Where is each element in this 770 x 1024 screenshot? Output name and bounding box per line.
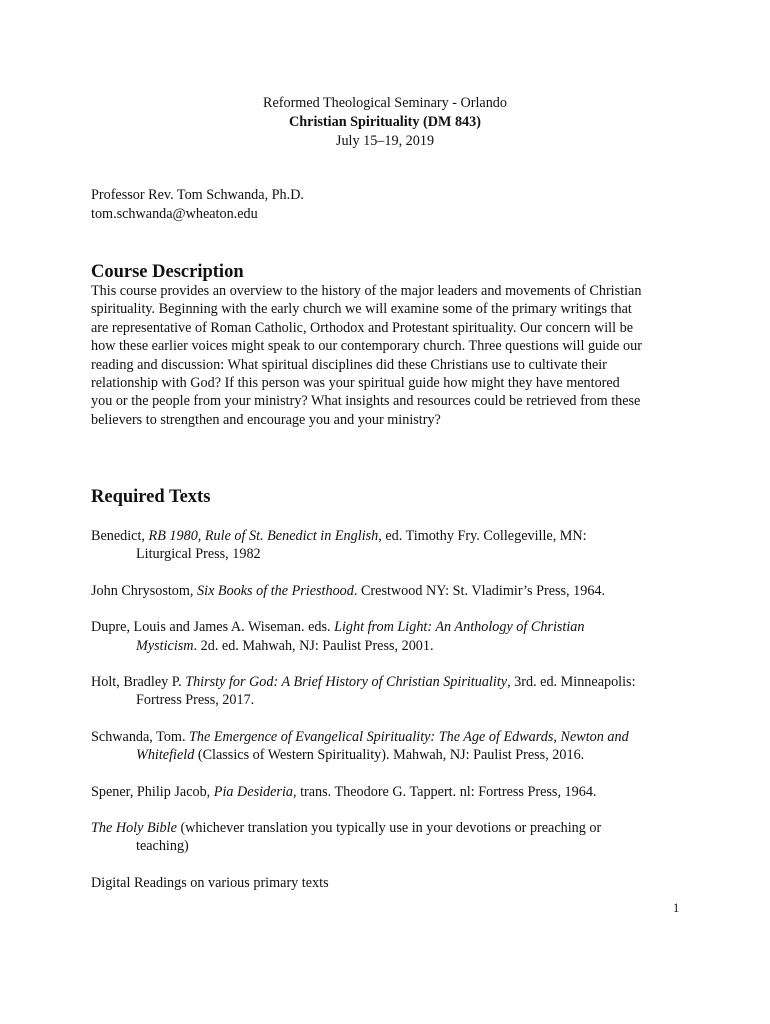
- bibliography-entry: [91, 874, 691, 892]
- entry-details: (whichever translation you typically use in your devotions or preaching or: [176, 819, 602, 836]
- entry-title: Six Books of the Priesthood: [197, 582, 354, 599]
- description-line: relationship with God? If this person was your spiritual guide how might they have mentored: [91, 375, 620, 392]
- course-description-heading: Course Description: [91, 262, 244, 282]
- entry-title-cont: Mysticism: [136, 637, 194, 654]
- institution-name: Reformed Theological Seminary - Orlando: [262, 95, 507, 111]
- entry-title: The Emergence of Evangelical Spirituality: The Age of Edwards, Newton and: [189, 728, 629, 745]
- entry-author: Holt, Bradley P.: [91, 673, 186, 690]
- entry-title: The Holy Bible: [91, 819, 177, 836]
- description-line: spirituality. Beginning with the early church we will examine some of the primary writings that: [91, 301, 632, 318]
- entry-author: Spener, Philip Jacob,: [91, 783, 214, 800]
- bibliography-entry: [91, 527, 691, 564]
- entry-details: . Crestwood NY: St. Vladimir’s Press, 1964.: [353, 582, 606, 599]
- professor-email: tom.schwanda@wheaton.edu: [91, 206, 258, 222]
- bibliography-entry: [91, 819, 691, 856]
- bibliography-entry: [91, 728, 691, 765]
- description-line: reading and discussion: What spiritual disciplines did these Christians use to cultivate their: [91, 356, 607, 373]
- entry-title: RB 1980, Rule of St. Benedict in English: [148, 528, 379, 544]
- entry-details: , 3rd. ed. Minneapolis:: [507, 673, 636, 690]
- entry-details-cont: . 2d. ed. Mahwah, NJ: Paulist Press, 2001.: [193, 637, 434, 654]
- entry-title-cont: Whitefield: [136, 747, 195, 764]
- professor-name: Professor Rev. Tom Schwanda, Ph.D.: [91, 187, 304, 203]
- description-line: believers to strengthen and encourage you and your ministry?: [91, 411, 441, 428]
- description-line: This course provides an overview to the history of the major leaders and movements of Christian: [91, 283, 642, 299]
- bibliography-entry: [91, 618, 691, 655]
- entry-author: Schwanda, Tom.: [91, 728, 190, 745]
- entry-details-cont: Fortress Press, 2017.: [136, 692, 255, 709]
- entry-author: Dupre, Louis and James A. Wiseman. eds.: [91, 619, 335, 636]
- entry-details-cont: teaching): [136, 838, 189, 855]
- entry-details-cont: (Classics of Western Spirituality). Mahwah, NJ: Paulist Press, 2016.: [194, 747, 585, 764]
- description-line: are representative of Roman Catholic, Orthodox and Protestant spirituality. Our concern will be: [91, 319, 633, 336]
- required-texts-list: [91, 527, 691, 910]
- entry-details-cont: Liturgical Press, 1982: [136, 546, 261, 563]
- entry-author: Benedict,: [91, 528, 149, 544]
- entry-author: John Chrysostom,: [91, 582, 198, 599]
- professor-info: [91, 186, 304, 224]
- description-line: how these earlier voices might speak to our contemporary church. Three questions will guide our: [91, 338, 642, 355]
- entry-details: , ed. Timothy Fry. Collegeville, MN:: [378, 528, 587, 544]
- entry-title: Thirsty for God: A Brief History of Christian Spirituality: [185, 673, 508, 690]
- required-texts-heading: Required Texts: [91, 487, 211, 507]
- entry-author: Digital Readings on various primary texts: [91, 874, 329, 891]
- page-number: 1: [673, 901, 680, 915]
- course-dates: July 15–19, 2019: [335, 133, 435, 149]
- bibliography-entry: [91, 673, 691, 710]
- entry-title: Pia Desideria: [213, 783, 293, 800]
- description-line: you or the people from your ministry? What insights and resources could be retrieved from these: [91, 393, 641, 410]
- course-title: Christian Spirituality (DM 843): [289, 114, 481, 130]
- course-description-body: [91, 282, 691, 429]
- entry-details: , trans. Theodore G. Tappert. nl: Fortress Press, 1964.: [292, 783, 597, 800]
- bibliography-entry: [91, 582, 691, 600]
- entry-title: Light from Light: An Anthology of Christian: [334, 619, 585, 636]
- bibliography-entry: [91, 783, 691, 801]
- document-header: [0, 94, 770, 151]
